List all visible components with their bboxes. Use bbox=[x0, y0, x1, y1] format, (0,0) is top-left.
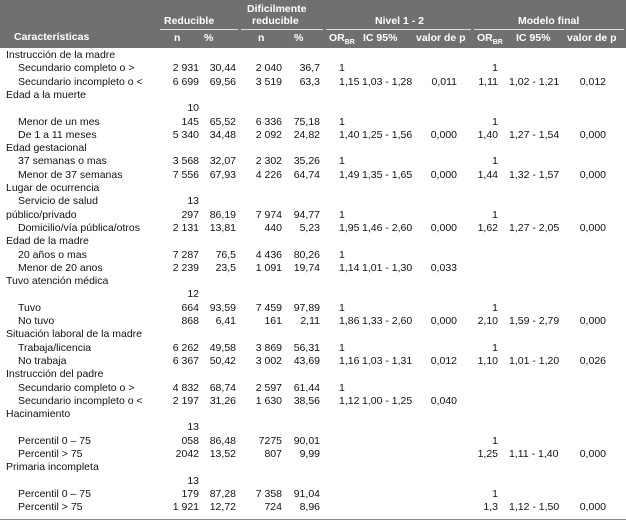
table-bottom-rule bbox=[0, 519, 626, 520]
cell-or1: 1,40 bbox=[339, 128, 360, 141]
row-label: Menor de un mes bbox=[18, 115, 100, 128]
cell-n2: 7 459 bbox=[255, 301, 282, 314]
cell-p2: 94,77 bbox=[293, 208, 320, 221]
row-label: 20 años o mas bbox=[18, 248, 87, 261]
header-rule-dificil bbox=[241, 29, 323, 30]
cell-n1: 2 131 bbox=[172, 221, 199, 234]
cell-ic1: 1,00 - 1,25 bbox=[362, 394, 413, 407]
cell-ic2: 1,32 - 1,57 bbox=[509, 168, 560, 181]
cell-or1: 1,14 bbox=[339, 261, 360, 274]
cell-p2: 63,3 bbox=[299, 75, 320, 88]
row-label: público/privado bbox=[6, 208, 77, 221]
cell-ic2: 1,11 - 1,40 bbox=[509, 448, 559, 460]
cell-n2: 2 092 bbox=[255, 128, 282, 141]
cell-p2: 64,74 bbox=[293, 168, 320, 181]
cell-n1: 3 568 bbox=[172, 155, 199, 168]
cell-n1: 13 bbox=[187, 195, 199, 208]
row-label: Percentil > 75 bbox=[18, 448, 83, 460]
cell-n1: 13 bbox=[187, 474, 199, 487]
cell-n2: 2 040 bbox=[255, 62, 282, 75]
row-label: Percentil 0 – 75 bbox=[18, 487, 91, 500]
cell-vp1: 0,012 bbox=[430, 354, 457, 367]
section-label: Hacinamiento bbox=[6, 408, 71, 421]
cell-vp1: 0,000 bbox=[430, 168, 457, 181]
cell-n2: 7 358 bbox=[255, 487, 282, 500]
cell-vp1: 0,011 bbox=[431, 75, 457, 88]
header-rule-reducible bbox=[160, 29, 238, 30]
cell-or1: 1 bbox=[339, 301, 345, 314]
header-or-modelo-text: OR bbox=[477, 32, 493, 44]
cell-n1: 7 556 bbox=[172, 168, 199, 181]
cell-ic2: 1,12 - 1,50 bbox=[509, 501, 560, 514]
row-label: Percentil > 75 bbox=[18, 501, 83, 514]
cell-n1: 7 287 bbox=[172, 248, 199, 261]
cell-or2: 2,10 bbox=[477, 315, 498, 327]
cell-p1: 68,74 bbox=[209, 381, 236, 394]
cell-or2: 1,3 bbox=[483, 501, 498, 514]
cell-p1: 23,5 bbox=[215, 261, 236, 274]
cell-or2: 1,11 bbox=[478, 75, 498, 88]
cell-vp2: 0,000 bbox=[579, 315, 606, 327]
cell-or2: 1 bbox=[492, 115, 498, 128]
section-label: Situación laboral de la madre bbox=[6, 328, 142, 341]
cell-or2: 1,10 bbox=[477, 354, 498, 367]
cell-p1: 34,48 bbox=[209, 128, 236, 141]
cell-or2: 1,62 bbox=[477, 221, 498, 234]
cell-p1: 87,28 bbox=[209, 487, 236, 500]
cell-p2: 35,26 bbox=[293, 155, 320, 168]
header-nivel: Nivel 1 - 2 bbox=[375, 15, 425, 27]
header-ic-modelo: IC 95% bbox=[516, 32, 551, 44]
cell-ic1: 1,46 - 2,60 bbox=[362, 221, 413, 234]
cell-or1: 1,15 bbox=[339, 75, 360, 88]
cell-vp2: 0,000 bbox=[579, 501, 606, 514]
cell-vp1: 0,000 bbox=[430, 128, 457, 141]
cell-or1: 1,86 bbox=[339, 315, 360, 327]
cell-p1: 50,42 bbox=[209, 354, 236, 367]
section-label: Instrucción del padre bbox=[6, 368, 104, 381]
header-vp-nivel: valor de p bbox=[416, 32, 466, 44]
cell-or2: 1 bbox=[492, 341, 498, 354]
cell-n2: 4 436 bbox=[255, 248, 282, 261]
cell-n1: 664 bbox=[181, 301, 199, 314]
cell-n1: 12 bbox=[187, 288, 199, 301]
cell-or1: 1 bbox=[339, 341, 345, 354]
cell-n1: 6 699 bbox=[172, 75, 199, 88]
cell-vp1: 0,000 bbox=[430, 315, 457, 327]
cell-p2: 19,74 bbox=[293, 261, 320, 274]
header-n-dificil: n bbox=[258, 32, 265, 44]
section-label: Edad a la muerte bbox=[6, 88, 86, 101]
cell-p1: 49,58 bbox=[209, 341, 236, 354]
header-vp-modelo: valor de p bbox=[567, 32, 617, 44]
cell-or2: 1 bbox=[492, 434, 498, 447]
header-characteristics: Características bbox=[14, 31, 90, 43]
row-label: Percentil 0 – 75 bbox=[18, 434, 91, 447]
cell-or1: 1,16 bbox=[339, 354, 360, 367]
row-label: Tuvo bbox=[18, 301, 41, 314]
header-or-modelo bbox=[477, 32, 503, 46]
cell-n2: 7275 bbox=[258, 434, 282, 447]
cell-n1: 2042 bbox=[175, 448, 199, 460]
cell-n1: 4 832 bbox=[172, 381, 199, 394]
cell-n1: 6 367 bbox=[172, 354, 199, 367]
cell-n1: 13 bbox=[187, 421, 199, 434]
cell-or1: 1 bbox=[339, 208, 345, 221]
cell-n1: 2 197 bbox=[172, 394, 199, 407]
cell-vp2: 0,000 bbox=[579, 448, 606, 460]
header-or-nivel-text: OR bbox=[329, 32, 345, 44]
cell-ic1: 1,35 - 1,65 bbox=[362, 168, 413, 181]
row-label: Secundario completo o > bbox=[18, 381, 135, 394]
cell-ic1: 1,25 - 1,56 bbox=[362, 128, 413, 141]
row-label: 37 semanas o mas bbox=[18, 155, 107, 168]
cell-p2: 91,04 bbox=[293, 487, 320, 500]
cell-ic2: 1,02 - 1,21 bbox=[509, 75, 560, 88]
cell-n2: 3 002 bbox=[255, 354, 282, 367]
cell-p2: 97,89 bbox=[293, 301, 320, 314]
cell-ic1: 1,03 - 1,31 bbox=[362, 354, 413, 367]
row-label: No trabaja bbox=[18, 354, 67, 367]
cell-ic2: 1,59 - 2,79 bbox=[509, 315, 560, 327]
cell-p1: 13,81 bbox=[209, 221, 236, 234]
header-ic-nivel: IC 95% bbox=[363, 32, 398, 44]
cell-or1: 1,49 bbox=[339, 168, 360, 181]
cell-p2: 38,56 bbox=[293, 394, 320, 407]
header-or-nivel bbox=[329, 32, 355, 46]
header-dificil-line1: Dificilmente bbox=[247, 3, 307, 15]
header-modelo: Modelo final bbox=[518, 15, 580, 27]
cell-or2: 1 bbox=[492, 487, 498, 500]
cell-or2: 1 bbox=[492, 62, 498, 75]
cell-n2: 2 302 bbox=[255, 155, 282, 168]
cell-or1: 1 bbox=[339, 155, 345, 168]
cell-p2: 2,11 bbox=[300, 315, 320, 327]
cell-n1: 868 bbox=[181, 315, 199, 327]
cell-p1: 31,26 bbox=[209, 394, 236, 407]
header-rule-nivel bbox=[326, 29, 471, 30]
cell-p2: 9,99 bbox=[299, 448, 320, 460]
header-reducible: Reducible bbox=[164, 15, 215, 27]
cell-p2: 56,31 bbox=[293, 341, 320, 354]
cell-n2: 4 226 bbox=[255, 168, 282, 181]
cell-p1: 13,52 bbox=[209, 448, 236, 460]
row-label: Domicilio/vía pública/otros bbox=[18, 221, 140, 234]
cell-p1: 65,52 bbox=[209, 115, 236, 128]
cell-n2: 6 336 bbox=[255, 115, 282, 128]
cell-ic2: 1,27 - 1,54 bbox=[509, 128, 560, 141]
cell-n2: 161 bbox=[264, 315, 282, 327]
cell-p2: 61,44 bbox=[293, 381, 320, 394]
header-pct-dificil: % bbox=[294, 32, 304, 44]
cell-ic2: 1,01 - 1,20 bbox=[509, 354, 560, 367]
table-header bbox=[0, 0, 626, 48]
cell-or2: 1 bbox=[492, 208, 498, 221]
cell-n2: 807 bbox=[264, 448, 282, 460]
cell-n2: 1 630 bbox=[255, 394, 282, 407]
header-rule-modelo bbox=[474, 29, 624, 30]
cell-n2: 724 bbox=[264, 501, 282, 514]
cell-p1: 32,07 bbox=[209, 155, 236, 168]
cell-n2: 440 bbox=[264, 221, 282, 234]
row-label: Menor de 37 semanas bbox=[18, 168, 123, 181]
cell-p1: 67,93 bbox=[209, 168, 236, 181]
row-label: Secundario incompleto o < bbox=[18, 75, 143, 88]
cell-n2: 3 869 bbox=[255, 341, 282, 354]
cell-p1: 12,72 bbox=[209, 501, 236, 514]
section-label: Edad de la madre bbox=[6, 235, 89, 248]
cell-or1: 1,95 bbox=[339, 221, 360, 234]
cell-or1: 1 bbox=[339, 62, 345, 75]
cell-vp1: 0,000 bbox=[430, 221, 457, 234]
cell-p2: 75,18 bbox=[293, 115, 320, 128]
header-pct-reducible: % bbox=[204, 32, 214, 44]
cell-vp2: 0,000 bbox=[579, 128, 606, 141]
cell-or2: 1,40 bbox=[477, 128, 498, 141]
cell-n2: 3 519 bbox=[255, 75, 282, 88]
cell-p2: 8,96 bbox=[299, 501, 320, 514]
cell-p1: 93,59 bbox=[209, 301, 236, 314]
cell-p1: 86,19 bbox=[209, 208, 236, 221]
cell-n1: 297 bbox=[181, 208, 199, 221]
cell-n1: 5 340 bbox=[172, 128, 199, 141]
section-label: Primaria incompleta bbox=[6, 461, 99, 474]
row-label: De 1 a 11 meses bbox=[18, 128, 97, 141]
cell-vp2: 0,012 bbox=[579, 75, 606, 88]
row-label: Trabaja/licencia bbox=[18, 341, 92, 354]
cell-vp2: 0,000 bbox=[579, 221, 606, 234]
cell-p1: 30,44 bbox=[209, 62, 236, 75]
header-or-modelo-sub: BR bbox=[492, 39, 503, 47]
section-label: Tuvo atención médica bbox=[6, 275, 109, 288]
cell-p2: 24,82 bbox=[293, 128, 320, 141]
cell-or1: 1 bbox=[339, 381, 345, 394]
cell-or2: 1 bbox=[492, 301, 498, 314]
cell-or2: 1 bbox=[492, 155, 498, 168]
cell-ic1: 1,33 - 2,60 bbox=[362, 315, 413, 327]
cell-n1: 10 bbox=[187, 102, 199, 115]
cell-or2: 1,44 bbox=[477, 168, 498, 181]
cell-n1: 6 262 bbox=[172, 341, 199, 354]
row-label: Secundario incompleto o < bbox=[18, 394, 143, 407]
cell-n2: 7 974 bbox=[255, 208, 282, 221]
cell-p1: 6,41 bbox=[215, 315, 236, 327]
section-label: Instrucción de la madre bbox=[6, 49, 116, 61]
cell-p1: 76,5 bbox=[215, 248, 236, 261]
cell-n1: 2 931 bbox=[172, 62, 199, 75]
cell-n1: 058 bbox=[181, 434, 199, 447]
cell-n1: 145 bbox=[181, 115, 199, 128]
cell-n2: 1 091 bbox=[255, 261, 282, 274]
section-label: Edad gestacional bbox=[6, 142, 87, 155]
table-row bbox=[0, 501, 626, 517]
cell-ic1: 1,01 - 1,30 bbox=[362, 261, 413, 274]
cell-vp1: 0,033 bbox=[430, 261, 457, 274]
cell-or1: 1 bbox=[339, 115, 345, 128]
cell-or1: 1,12 bbox=[339, 394, 360, 407]
cell-p1: 86,48 bbox=[209, 434, 236, 447]
cell-vp2: 0,000 bbox=[579, 168, 606, 181]
cell-ic1: 1,03 - 1,28 bbox=[362, 75, 413, 88]
row-label: No tuvo bbox=[18, 315, 55, 327]
cell-or2: 1,25 bbox=[477, 448, 498, 460]
header-or-nivel-sub: BR bbox=[344, 39, 355, 47]
cell-n1: 179 bbox=[181, 487, 199, 500]
cell-vp1: 0,040 bbox=[430, 394, 457, 407]
cell-or1: 1 bbox=[339, 248, 345, 261]
header-dificil-line2: reducible bbox=[252, 15, 299, 27]
cell-p2: 43,69 bbox=[293, 354, 320, 367]
section-label: Lugar de ocurrencia bbox=[6, 182, 100, 194]
cell-n1: 2 239 bbox=[172, 261, 199, 274]
cell-p2: 80,26 bbox=[293, 248, 320, 261]
row-label: Menor de 20 anos bbox=[18, 261, 103, 274]
row-label: Servicio de salud bbox=[18, 195, 98, 208]
cell-ic2: 1,27 - 2,05 bbox=[509, 221, 560, 234]
cell-p2: 36,7 bbox=[299, 62, 320, 75]
cell-n1: 1 921 bbox=[172, 501, 199, 514]
cell-n2: 2 597 bbox=[255, 381, 282, 394]
cell-p1: 69,56 bbox=[209, 75, 236, 88]
cell-p2: 90,01 bbox=[293, 434, 320, 447]
cell-p2: 5,23 bbox=[299, 221, 320, 234]
header-n-reducible: n bbox=[174, 32, 181, 44]
row-label: Secundario completo o > bbox=[18, 62, 135, 75]
cell-vp2: 0,026 bbox=[579, 354, 606, 367]
